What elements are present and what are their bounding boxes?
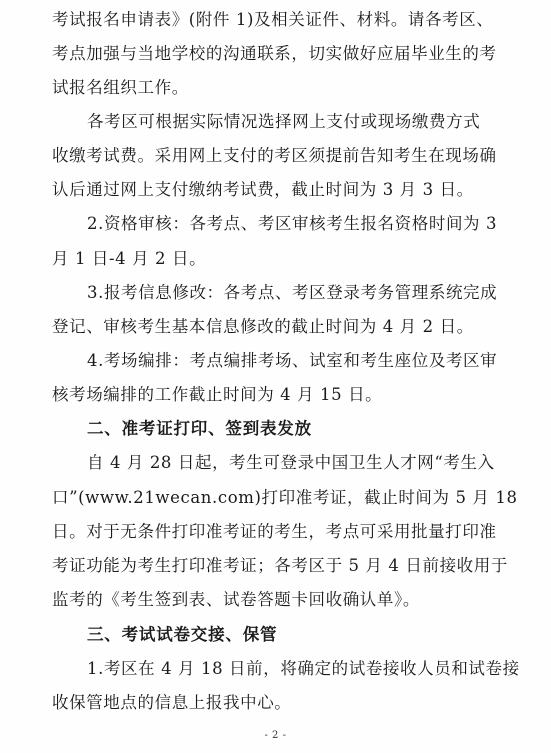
body-line-6: 认后通过网上支付缴纳考试费，截止时间为 3 月 3 日。 xyxy=(52,180,474,199)
body-line-2: 考点加强与当地学校的沟通联系，切实做好应届毕业生的考 xyxy=(52,44,497,63)
body-line-11: 4.考场编排：考点编排考场、试室和考生座位及考区审 xyxy=(87,351,498,370)
body-line-12: 核考场编排的工作截止时间为 4 月 15 日。 xyxy=(52,385,383,404)
page-number: - 2 - xyxy=(264,730,287,741)
body-line-13: 自 4 月 28 日起，考生可登录中国卫生人才网“考生入 xyxy=(87,453,495,472)
body-line-16: 考证功能为考生打印准考证；各考区于 5 月 4 日前接收用于 xyxy=(52,556,508,575)
body-line-8: 月 1 日-4 月 2 日。 xyxy=(52,249,207,268)
body-line-15: 日。对于无条件打印准考证的考生，考点可采用批量打印准 xyxy=(52,522,497,541)
body-line-18: 1.考区在 4 月 18 日前，将确定的试卷接收人员和试卷接 xyxy=(87,659,520,678)
section-heading-2: 二、准考证打印、签到表发放 xyxy=(87,419,312,438)
body-line-4: 各考区可根据实际情况选择网上支付或现场缴费方式 xyxy=(87,112,481,131)
body-line-7: 2.资格审核：各考点、考区审核考生报名资格时间为 3 xyxy=(87,214,498,233)
body-line-14: 口”(www.21wecan.com)打印准考证，截止时间为 5 月 18 xyxy=(52,488,518,507)
body-line-1: 考试报名申请表》(附件 1)及相关证件、材料。请各考区、 xyxy=(52,10,494,29)
body-line-3: 试报名组织工作。 xyxy=(52,78,189,97)
body-line-10: 登记、审核考生基本信息修改的截止时间为 4 月 2 日。 xyxy=(52,317,474,336)
body-line-9: 3.报考信息修改：各考点、考区登录考务管理系统完成 xyxy=(87,283,498,302)
section-heading-3: 三、考试试卷交接、保管 xyxy=(87,625,278,644)
body-line-5: 收缴考试费。采用网上支付的考区须提前告知考生在现场确 xyxy=(52,146,497,165)
body-line-19: 收保管地点的信息上报我中心。 xyxy=(52,693,292,712)
body-line-17: 监考的《考生签到表、试卷答题卡回收确认单》。 xyxy=(52,590,420,609)
